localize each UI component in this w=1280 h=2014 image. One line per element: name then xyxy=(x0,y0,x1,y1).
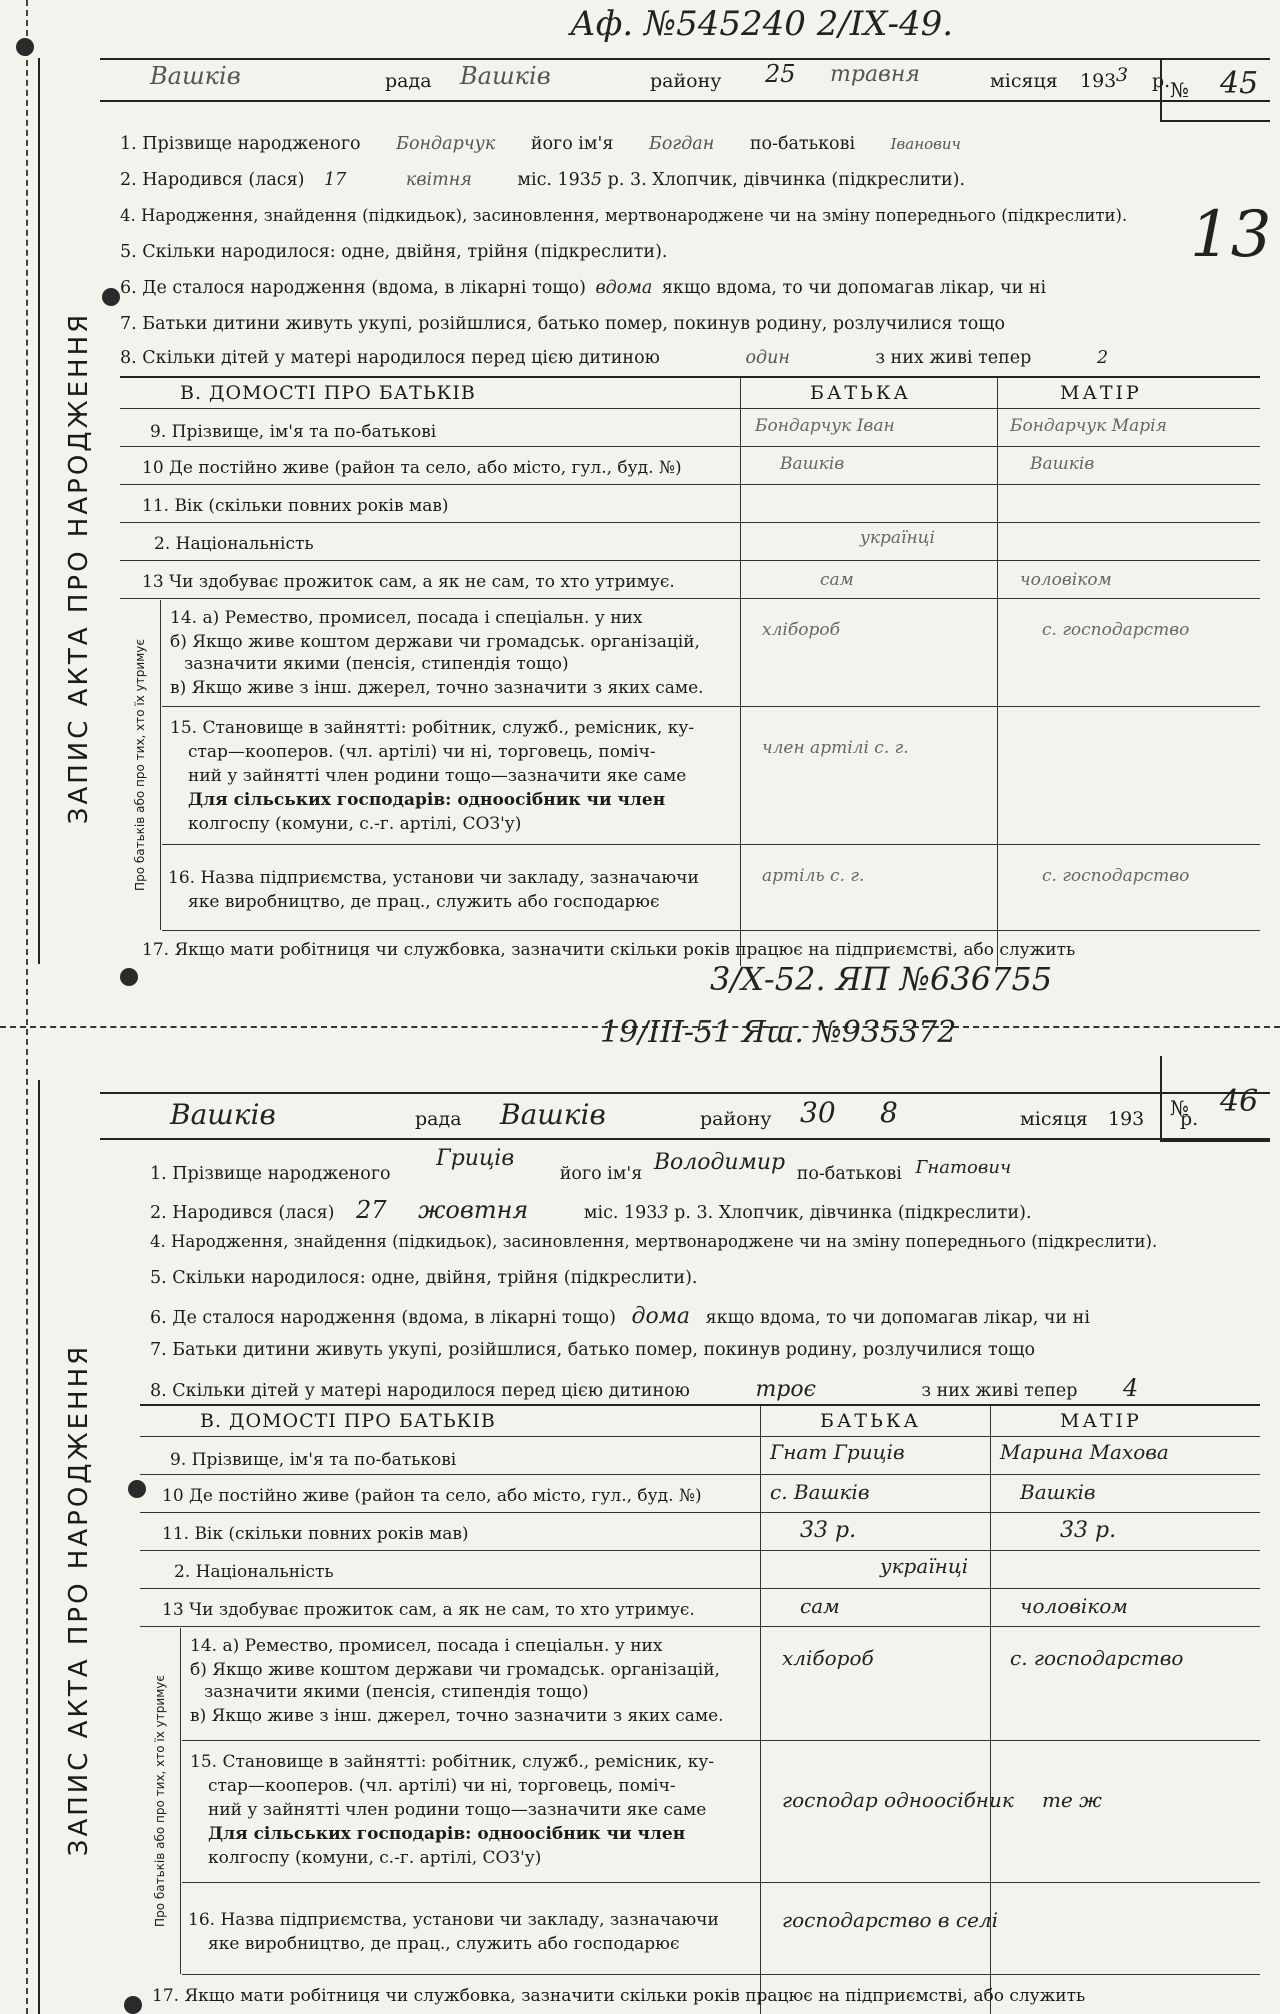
record-number: 46 xyxy=(1220,1084,1259,1119)
record-header xyxy=(100,58,1270,102)
record-header xyxy=(100,1092,1270,1140)
r-label: р. xyxy=(1152,70,1171,92)
rada-label: рада xyxy=(385,70,432,92)
children-before: один xyxy=(745,348,790,368)
child-surname: Гриців xyxy=(436,1146,515,1171)
children-alive: 2 xyxy=(1096,348,1109,368)
father-residence: с. Вашків xyxy=(770,1480,870,1504)
record-number-box: № 45 xyxy=(1160,58,1270,122)
mother-age: 33 р. xyxy=(1060,1518,1117,1543)
mother-residence: Вашків xyxy=(1030,454,1095,474)
date-month: травня xyxy=(830,62,920,87)
parents-table: В. ДОМОСТІ ПРО БАТЬКІВ БАТЬКА МАТІР 9. Прізвище, ім'я та по-батькові Бондарчук Іван Бондарчук Марія 10 Де постійно живе (район та село, або місто, гул., буд. №) Вашків Вашків 11. Вік (скільки повних років мав) 2. Національність українці 13 Чи здобуває прожиток сам, а як не сам, то хто утримує. сам чоловіком Про батьків або про тих, хто їх утримує 14. а) Ремество, промисел, посада і спеціальн. у них б) Якщо живе коштом держави чи громадськ. організацій, зазначити якими (пенсія, стипендія тощо) в) Якщо живе з інш. джерел, точно зазначити з яких саме. хлібороб с. господарство 15. Становище в зайнятті: робітник, служб., ремісник, ку- стар—кооперов. (чл. артілі) чи ні, торговець, поміч- ний у зайнятті член родини тощо—зазначити яке саме Для сільських господарів: одноосібник чи член колгоспу (комуни, с.-г. артілі, СОЗ'у) член артілі с. г. 16. Назва підприємства, установи чи закладу, зазначаючи яке виробництво, де прац., служить або господарює артіль с. г. с. господарство 17. Якщо мати робітниця чи службовка, зазначити скільки років працює на підприємстві, або служить xyxy=(120,376,1260,966)
binder-hole xyxy=(120,968,138,986)
mother-residence: Вашків xyxy=(1020,1480,1096,1504)
child-name: Богдан xyxy=(648,134,715,154)
father-livelihood: сам xyxy=(820,570,854,590)
children-alive: 4 xyxy=(1123,1374,1139,1402)
birth-place: вдома xyxy=(595,278,653,298)
side-label: Про батьків або про тих, хто їх утримує xyxy=(140,1628,181,1974)
birth-day: 27 xyxy=(356,1196,387,1224)
father-employment: господар одноосібник xyxy=(782,1788,1014,1812)
father-livelihood: сам xyxy=(800,1594,840,1618)
father-name: Бондарчук Іван xyxy=(755,416,895,436)
margin-mark: 13 xyxy=(1190,198,1272,272)
birth-place: дома xyxy=(631,1304,691,1329)
father-occupation: хлібороб xyxy=(782,1646,874,1670)
birth-record-2: ЗАПИС АКТА ПРО НАРОДЖЕННЯ Вашків рада Вашків району 30 8 місяця 193 р. № 46 1. Прізвище народженого Гриців його ім'я Володимир по-батькові Гнатович 2. Народився (лася) 27 жовтня міс. 1933 р. 3. Хлопчик, дівчинка (підкреслити). 4. Народження, знайдення (підкидьок), засиновлення, мертвонароджене чи на зміну попереднього (підкреслити). 5. Скільки народилося: одне, двійня, трійня (підкреслити). 6. Де сталося народження (вдома, в лікарні тощо) дома якщо вдома, то чи допомагав лікар, чи ні 7. Батьки дитини живуть укупі, розійшлися, батько помер, покинув родину, розлучилися тощо 8. Скільки дітей у матері народилося перед цією дитиною троє з них живі тепер 4 В. ДОМОСТІ ПРО БАТЬКІВ БАТЬКА МАТІР 9. Прізвище, ім'я та по-батькові Гнат Гриців Марина Махова 10 Де постійно живе (район та село, або місто, гул., буд. №) с. Вашків Вашків 11. Вік (скільки повних років мав) 33 р. 33 р. 2. Національність українці 13 Чи здобуває прожиток сам, а як не сам, то хто утримує. сам чоловіком Про батьків або про тих, хто їх утримує 14. а) Ремество, промисел, посада і спеціальн. у них б) Якщо живе коштом держави чи громадськ. організацій, зазначити якими (пенсія, стипендія тощо) в) Якщо живе з інш. джерел, точно зазначити з яких саме. хлібороб с. господарство 15. Становище в зайнятті: робітник, служб., ремісник, ку- стар—кооперов. (чл. артілі) чи ні, торговець, поміч- ний у зайнятті член родини тощо—зазначити яке саме Для сільських господарів: одноосібник чи член колгоспу (комуни, с.-г. артілі, СОЗ'у) господар одноосібник те ж 16. Назва підприємства, установи чи закладу, зазначаючи яке виробництво, де прац., служить або господарює господарство в селі 17. Якщо мати робітниця чи службовка, зазначити скільки років працює на підприємстві, або служить xyxy=(38,1080,1270,2014)
father-workplace: господарство в селі xyxy=(782,1908,999,1932)
birth-year-digit: 3 xyxy=(657,1203,669,1223)
birth-month: жовтня xyxy=(418,1196,529,1224)
rada-label: рада xyxy=(415,1108,462,1130)
father-residence: Вашків xyxy=(780,454,845,474)
child-patronymic: Іванович xyxy=(890,135,961,153)
birth-year-digit: 5 xyxy=(590,170,603,190)
mother-workplace: с. господарство xyxy=(1042,866,1190,886)
record-number-box: № 46 xyxy=(1160,1056,1270,1142)
selrada-value: Вашків xyxy=(170,1098,276,1131)
birth-day: 17 xyxy=(324,170,347,190)
mother-employment: те ж xyxy=(1042,1788,1102,1812)
record-vertical-title: ЗАПИС АКТА ПРО НАРОДЖЕННЯ xyxy=(64,311,94,825)
father-employment: член артілі с. г. xyxy=(762,738,909,758)
father-occupation: хлібороб xyxy=(762,620,840,640)
middle-annotation: 3/Х-52. ЯП №636755 xyxy=(710,960,1053,998)
r-label: р. xyxy=(1180,1108,1199,1130)
date-day: 30 xyxy=(800,1096,836,1129)
middle-annotation-2: 19/ІІІ-51 Яш. №935372 xyxy=(600,1015,957,1050)
record-number: 45 xyxy=(1220,66,1259,101)
date-month: 8 xyxy=(880,1096,898,1129)
perforation-line xyxy=(26,0,28,2014)
child-surname: Бондарчук xyxy=(396,134,496,154)
top-annotation: Аф. №545240 2/ІХ-49. xyxy=(570,4,954,44)
date-day: 25 xyxy=(765,60,796,88)
mother-occupation: с. господарство xyxy=(1042,620,1190,640)
mother-occupation: с. господарство xyxy=(1010,1646,1184,1670)
mother-name: Бондарчук Марія xyxy=(1010,416,1167,436)
nationality: українці xyxy=(860,528,935,548)
child-patronymic: Гнатович xyxy=(915,1157,1012,1178)
father-workplace: артіль с. г. xyxy=(762,866,865,886)
parents-table: В. ДОМОСТІ ПРО БАТЬКІВ БАТЬКА МАТІР 9. Прізвище, ім'я та по-батькові Гнат Гриців Марина Махова 10 Де постійно живе (район та село, або місто, гул., буд. №) с. Вашків Вашків 11. Вік (скільки повних років мав) 33 р. 33 р. 2. Національність українці 13 Чи здобуває прожиток сам, а як не сам, то хто утримує. сам чоловіком Про батьків або про тих, хто їх утримує 14. а) Ремество, промисел, посада і спеціальн. у них б) Якщо живе коштом держави чи громадськ. організацій, зазначити якими (пенсія, стипендія тощо) в) Якщо живе з інш. джерел, точно зазначити з яких саме. хлібороб с. господарство 15. Становище в зайнятті: робітник, служб., ремісник, ку- стар—кооперов. (чл. артілі) чи ні, торговець, поміч- ний у зайнятті член родини тощо—зазначити яке саме Для сільських господарів: одноосібник чи член колгоспу (комуни, с.-г. артілі, СОЗ'у) господар одноосібник те ж 16. Назва підприємства, установи чи закладу, зазначаючи яке виробництво, де прац., служить або господарює господарство в селі 17. Якщо мати робітниця чи службовка, зазначити скільки років працює на підприємстві, або служить xyxy=(140,1404,1260,2014)
birth-record-1: ЗАПИС АКТА ПРО НАРОДЖЕННЯ Вашків рада Вашків району 25 травня місяця 193 3 р. № 45 13 1. Прізвище народженого Бондарчук його ім'я Богдан по-батькові Іванович 2. Народився (лася) 17 квітня міс. 1935 р. 3. Хлопчик, дівчинка (підкреслити). 4. Народження, знайдення (підкидьок), засиновлення, мертвонароджене чи на зміну попереднього (підкреслити). 5. Скільки народилося: одне, двійня, трійня (підкреслити). 6. Де сталося народження (вдома, в лікарні тощо) вдома якщо вдома, то чи допомагав лікар, чи ні 7. Батьки дитини живуть укупі, розійшлися, батько помер, покинув родину, розлучилися тощо 8. Скільки дітей у матері народилося перед цією дитиною один з них живі тепер 2 В. ДОМОСТІ ПРО БАТЬКІВ БАТЬКА МАТІР 9. Прізвище, ім'я та по-батькові Бондарчук Іван Бондарчук Марія 10 Де постійно живе (район та село, або місто, гул., буд. №) Вашків Вашків 11. Вік (скільки повних років мав) 2. Національність українці 13 Чи здобуває прожиток сам, а як не сам, то хто утримує. сам чоловіком Про батьків або про тих, хто їх утримує 14. а) Ремество, промисел, посада і спеціальн. у них б) Якщо живе коштом держави чи громадськ. організацій, зазначити якими (пенсія, стипендія тощо) в) Якщо живе з інш. джерел, точно зазначити з яких саме. хлібороб с. господарство 15. Становище в зайнятті: робітник, служб., ремісник, ку- стар—кооперов. (чл. артілі) чи ні, торговець, поміч- ний у зайнятті член родини тощо—зазначити яке саме Для сільських господарів: одноосібник чи член колгоспу (комуни, с.-г. артілі, СОЗ'у) член артілі с. г. 16. Назва підприємства, установи чи закладу, зазначаючи яке виробництво, де прац., служить або господарює артіль с. г. с. господарство 17. Якщо мати робітниця чи службовка, зазначити скільки років працює на підприємстві, або служить xyxy=(38,58,1270,964)
record-vertical-title: ЗАПИС АКТА ПРО НАРОДЖЕННЯ xyxy=(64,1343,94,1857)
father-name: Гнат Гриців xyxy=(770,1440,905,1464)
nationality: українці xyxy=(880,1554,969,1578)
binder-hole xyxy=(16,38,34,56)
year-label: 193 xyxy=(1080,70,1117,92)
misiatsia-label: місяця xyxy=(1020,1108,1088,1130)
child-name: Володимир xyxy=(653,1150,786,1175)
year-label: 193 xyxy=(1108,1108,1145,1130)
father-age: 33 р. xyxy=(800,1518,857,1543)
raionu-label: району xyxy=(650,70,722,92)
mother-livelihood: чоловіком xyxy=(1020,1594,1128,1618)
rada-name-value: Вашків xyxy=(460,62,551,90)
mother-livelihood: чоловіком xyxy=(1020,570,1112,590)
mother-name: Марина Махова xyxy=(1000,1440,1169,1464)
misiatsia-label: місяця xyxy=(990,70,1058,92)
side-label: Про батьків або про тих, хто їх утримує xyxy=(120,600,161,930)
selrada-value: Вашків xyxy=(150,62,241,90)
birth-month: квітня xyxy=(405,170,472,190)
year-digit: 3 xyxy=(1116,64,1129,86)
rada-name-value: Вашків xyxy=(500,1098,606,1131)
children-before: троє xyxy=(755,1377,816,1402)
raionu-label: району xyxy=(700,1108,772,1130)
